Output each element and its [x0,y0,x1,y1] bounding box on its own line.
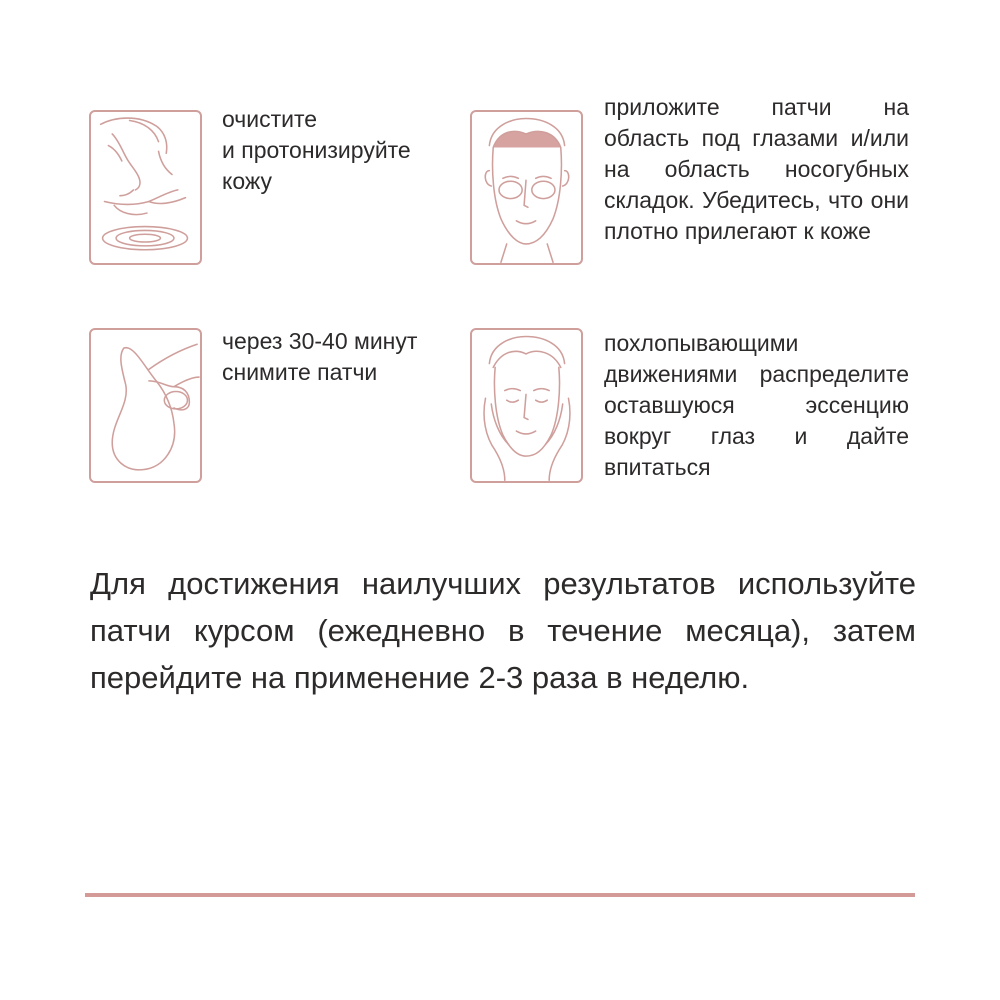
step-3-text: через 30-40 минут снимите патчи [222,328,418,385]
step-4-text: похлопывающими движениями распределите оставшуюся эссенцию вокруг глаз и дайте впитаться [604,330,909,480]
step-2-text: приложите патчи на область под глазами и/или на область носогубных складок. Убедитесь, что они плотно прилегают к коже [604,94,909,244]
divider [85,893,915,897]
usage-note: Для достижения наилучших результатов используйте патчи курсом (ежедневно в течение месяца), затем перейдите на применение 2-3 раза в неделю. [90,566,916,695]
face-patting-icon [470,328,583,483]
face-eye-patches-icon [470,110,583,265]
removing-patch-icon [89,328,202,483]
step-1-text: очистите и протонизируйте кожу [222,106,411,194]
face-washing-icon [89,110,202,265]
